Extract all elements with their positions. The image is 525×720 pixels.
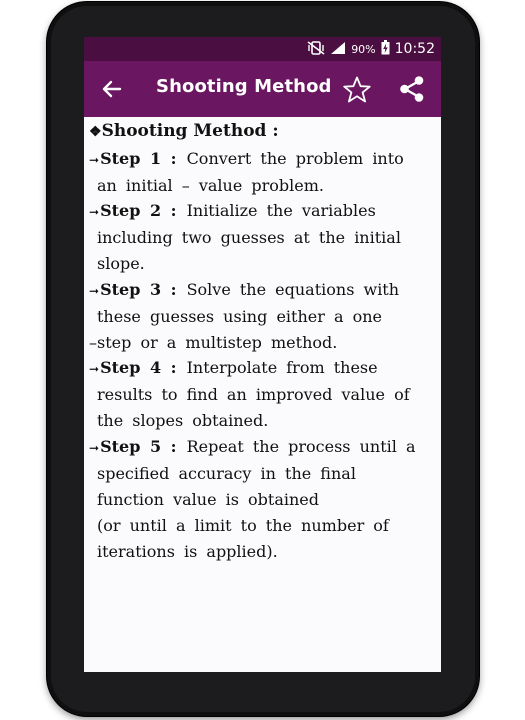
- arrow-bullet-icon: ➞: [89, 441, 100, 455]
- step-text: (or until a limit to the number of: [97, 516, 389, 535]
- app-bar: [84, 61, 441, 117]
- step-3: ➞Step 3 : Solve the equations with these guesses using either a one –step or a multistep method.: [89, 277, 437, 356]
- share-icon: [398, 75, 426, 103]
- screen: [84, 37, 441, 672]
- status-bar: [84, 37, 441, 61]
- step-text: an initial – value problem.: [97, 176, 325, 195]
- step-5: ➞Step 5 : Repeat the process until a specified accuracy in the final function value is obtained (or until a limit to the number of iterations is applied).: [89, 434, 437, 565]
- arrow-left-icon: [102, 80, 122, 98]
- status-time: 10:52: [394, 41, 435, 57]
- step-text: Interpolate from these: [186, 358, 378, 377]
- four-diamond-bullet-icon: ❖: [89, 124, 102, 140]
- step-text: specified accuracy in the final: [97, 464, 356, 483]
- back-button[interactable]: [98, 75, 126, 103]
- page-title: Shooting Method: [156, 76, 332, 97]
- signal-icon: [330, 40, 346, 59]
- status-icons: [307, 37, 435, 61]
- step-label: Step 3: [100, 280, 162, 299]
- step-label: Step 2: [100, 201, 162, 220]
- step-text: Initialize the variables: [186, 201, 376, 220]
- share-button[interactable]: [397, 74, 427, 104]
- step-label: Step 1: [100, 149, 162, 168]
- step-label: Step 4: [100, 358, 162, 377]
- arrow-bullet-icon: ➞: [89, 362, 100, 376]
- step-text: the slopes obtained.: [97, 411, 269, 430]
- star-outline-icon: [343, 76, 371, 103]
- section-heading: ❖Shooting Method :: [89, 121, 279, 141]
- vibrate-mute-icon: [307, 40, 325, 59]
- step-text: Solve the equations with: [186, 280, 400, 299]
- arrow-bullet-icon: ➞: [89, 284, 100, 298]
- step-text: function value is obtained: [97, 490, 320, 509]
- step-text: Repeat the process until a: [186, 437, 416, 456]
- step-label: Step 5: [100, 437, 162, 456]
- step-text: iterations is applied).: [97, 542, 278, 561]
- battery-percent: 90%: [351, 42, 376, 56]
- step-text: these guesses using either a one: [97, 307, 382, 326]
- content-area: [84, 117, 441, 672]
- step-text: –step or a multistep method.: [89, 333, 338, 352]
- step-1: ➞Step 1 : Convert the problem into an initial – value problem.: [89, 146, 437, 199]
- step-text: results to find an improved value of: [97, 385, 410, 404]
- step-2: ➞Step 2 : Initialize the variables including two guesses at the initial slope.: [89, 198, 437, 277]
- arrow-bullet-icon: ➞: [89, 153, 100, 167]
- battery-charging-icon: [381, 40, 390, 59]
- arrow-bullet-icon: ➞: [89, 205, 100, 219]
- step-text: slope.: [97, 254, 145, 273]
- step-text: Convert the problem into: [186, 149, 404, 168]
- favorite-button[interactable]: [342, 74, 372, 104]
- step-text: including two guesses at the initial: [97, 228, 401, 247]
- step-4: ➞Step 4 : Interpolate from these results to find an improved value of the slopes obtained.: [89, 355, 437, 434]
